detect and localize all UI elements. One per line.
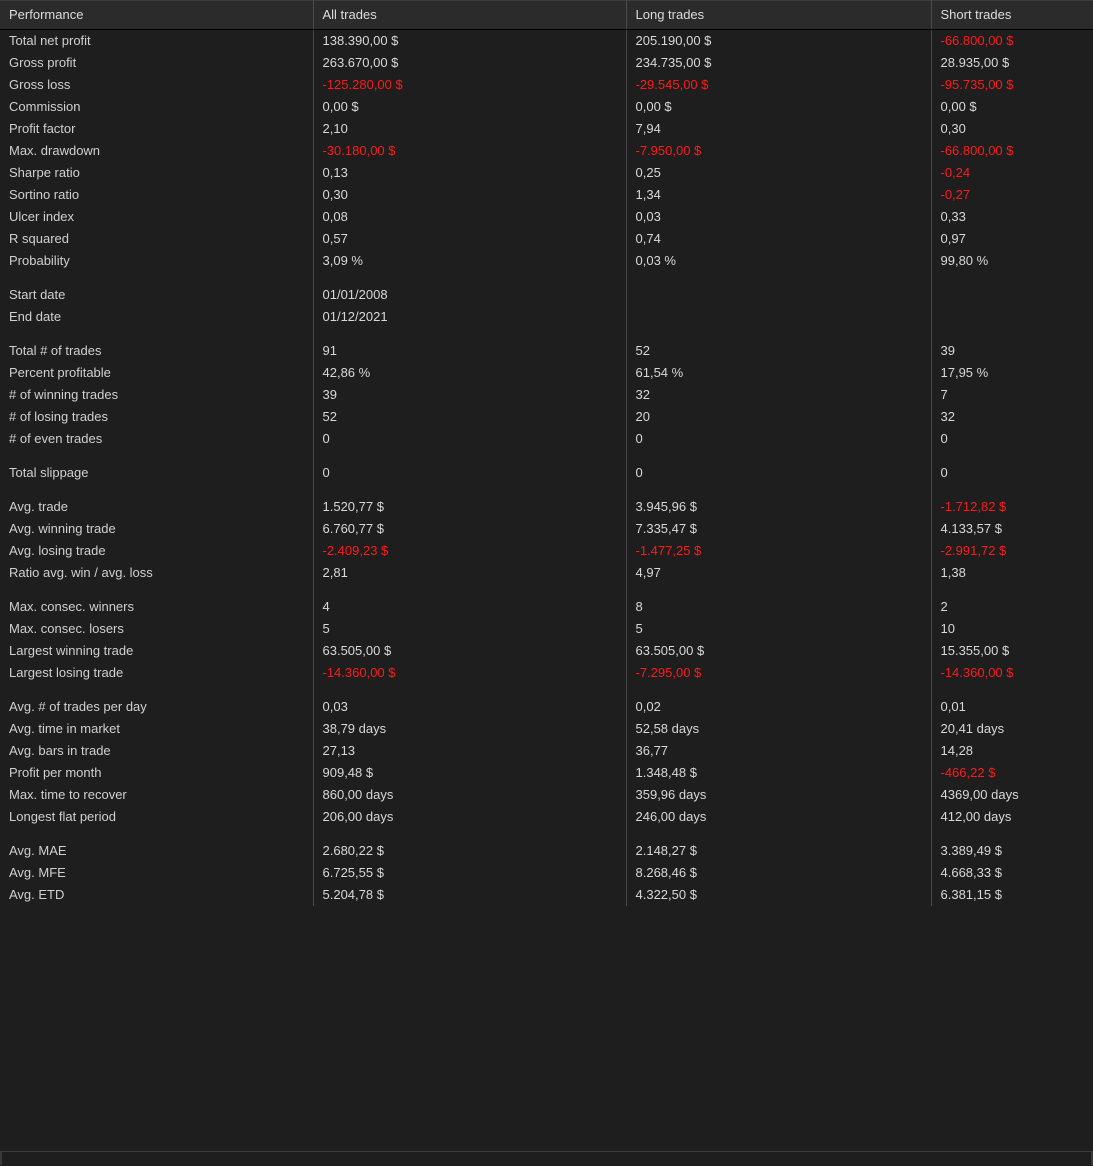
column-header-performance[interactable]: Performance (0, 1, 313, 30)
table-row[interactable] (0, 52, 1093, 74)
all-trades-value: 0,03 (313, 696, 626, 718)
metric-label: Percent profitable (0, 362, 313, 384)
all-trades-value: 0,08 (313, 206, 626, 228)
metric-label: # of losing trades (0, 406, 313, 428)
metric-label: Largest losing trade (0, 662, 313, 684)
all-trades-value: 2,10 (313, 118, 626, 140)
metric-label: Max. time to recover (0, 784, 313, 806)
table-row[interactable] (0, 640, 1093, 662)
table-row[interactable] (0, 696, 1093, 718)
long-trades-value: 3.945,96 $ (626, 496, 931, 518)
short-trades-value: -14.360,00 $ (940, 665, 1014, 680)
spacer-cell (626, 684, 931, 696)
spacer-cell (0, 684, 313, 696)
metric-label: Avg. losing trade (0, 540, 313, 562)
metric-label: Total net profit (0, 30, 313, 53)
table-row[interactable] (0, 184, 1093, 206)
long-trades-value: -7.295,00 $ (626, 662, 931, 684)
all-trades-value: -2.409,23 $ (313, 540, 626, 562)
all-trades-value: 4 (313, 596, 626, 618)
long-trades-value: 63.505,00 $ (626, 640, 931, 662)
table-row[interactable] (0, 618, 1093, 640)
short-trades-value: 20,41 days (940, 721, 1005, 736)
metric-label: Avg. winning trade (0, 518, 313, 540)
all-trades-value: -125.280,00 $ (313, 74, 626, 96)
all-trades-value: 42,86 % (313, 362, 626, 384)
short-trades-value: -66.800,00 $ (940, 33, 1014, 48)
metric-label: Gross profit (0, 52, 313, 74)
metric-label: Ratio avg. win / avg. loss (0, 562, 313, 584)
long-trades-value: 205.190,00 $ (626, 30, 931, 53)
short-trades-value: 6.381,15 $ (940, 887, 1002, 902)
metric-label: Max. consec. winners (0, 596, 313, 618)
spacer-cell (0, 328, 313, 340)
long-trades-value (626, 306, 931, 328)
short-trades-value: 39 (940, 343, 955, 358)
table-row[interactable] (0, 140, 1093, 162)
metric-label: Profit factor (0, 118, 313, 140)
short-trades-value: -0,27 (940, 187, 971, 202)
spacer-cell (931, 828, 1093, 840)
short-trades-value: 4369,00 days (940, 787, 1019, 802)
bottom-scrollbar[interactable] (0, 1151, 1093, 1166)
spacer-cell (931, 328, 1093, 340)
long-trades-value: 8 (626, 596, 931, 618)
long-trades-value: 1,34 (626, 184, 931, 206)
all-trades-value: 63.505,00 $ (313, 640, 626, 662)
short-trades-value: 0,00 $ (940, 99, 977, 114)
long-trades-value: 61,54 % (626, 362, 931, 384)
column-header-all-trades[interactable]: All trades (313, 1, 626, 30)
short-trades-value: -466,22 $ (940, 765, 996, 780)
spacer-cell (0, 484, 313, 496)
short-trades-value: 0,30 (940, 121, 966, 136)
table-row[interactable] (0, 162, 1093, 184)
table-row[interactable] (0, 562, 1093, 584)
header-row (0, 1, 1093, 30)
short-trades-value: -2.991,72 $ (940, 543, 1007, 558)
spacer-cell (626, 828, 931, 840)
long-trades-value: 52,58 days (626, 718, 931, 740)
short-trades-value: 7 (940, 387, 948, 402)
metric-label: Largest winning trade (0, 640, 313, 662)
spacer-cell (626, 272, 931, 284)
metric-label: Sharpe ratio (0, 162, 313, 184)
long-trades-value: -1.477,25 $ (626, 540, 931, 562)
spacer-cell (0, 828, 313, 840)
table-spacer-row (0, 272, 1093, 284)
metric-label: Probability (0, 250, 313, 272)
short-trades-value: 10 (940, 621, 955, 636)
short-trades-value: 32 (940, 409, 955, 424)
all-trades-value: 3,09 % (313, 250, 626, 272)
short-trades-value (931, 284, 1093, 306)
table-spacer-row (0, 584, 1093, 596)
table-row[interactable] (0, 740, 1093, 762)
metric-label: R squared (0, 228, 313, 250)
all-trades-value: 6.725,55 $ (313, 862, 626, 884)
metric-label: Max. drawdown (0, 140, 313, 162)
table-row[interactable] (0, 496, 1093, 518)
short-trades-value: 2 (940, 599, 948, 614)
metric-label: Avg. bars in trade (0, 740, 313, 762)
short-trades-value: 17,95 % (940, 365, 989, 380)
long-trades-value: 0,03 % (626, 250, 931, 272)
all-trades-value: -14.360,00 $ (313, 662, 626, 684)
spacer-cell (313, 684, 626, 696)
spacer-cell (313, 450, 626, 462)
column-header-short-trades[interactable]: Short trades (931, 1, 1093, 30)
table-row[interactable] (0, 806, 1093, 828)
long-trades-value: 36,77 (626, 740, 931, 762)
all-trades-value: 27,13 (313, 740, 626, 762)
long-trades-value: 7.335,47 $ (626, 518, 931, 540)
spacer-cell (931, 272, 1093, 284)
short-trades-value: 14,28 (940, 743, 974, 758)
spacer-cell (626, 484, 931, 496)
all-trades-value: 5.204,78 $ (313, 884, 626, 906)
metric-label: Avg. # of trades per day (0, 696, 313, 718)
short-trades-value: 15.355,00 $ (940, 643, 1010, 658)
metric-label: Commission (0, 96, 313, 118)
short-trades-value: -1.712,82 $ (940, 499, 1007, 514)
spacer-cell (313, 272, 626, 284)
table-row[interactable] (0, 884, 1093, 906)
spacer-cell (0, 584, 313, 596)
long-trades-value: 4.322,50 $ (626, 884, 931, 906)
all-trades-value: 206,00 days (313, 806, 626, 828)
table-row[interactable] (0, 762, 1093, 784)
table-spacer-row (0, 484, 1093, 496)
all-trades-value: 2.680,22 $ (313, 840, 626, 862)
long-trades-value: -29.545,00 $ (626, 74, 931, 96)
long-trades-value: 0,25 (626, 162, 931, 184)
table-row[interactable] (0, 362, 1093, 384)
all-trades-value: 0,13 (313, 162, 626, 184)
long-trades-value: 0,74 (626, 228, 931, 250)
long-trades-value: 246,00 days (626, 806, 931, 828)
table-row[interactable] (0, 284, 1093, 306)
table-row[interactable] (0, 596, 1093, 618)
spacer-cell (313, 484, 626, 496)
short-trades-value: 3.389,49 $ (940, 843, 1002, 858)
table-row[interactable] (0, 406, 1093, 428)
all-trades-value: 2,81 (313, 562, 626, 584)
long-trades-value: 5 (626, 618, 931, 640)
metric-label: Avg. MFE (0, 862, 313, 884)
long-trades-value: 0,02 (626, 696, 931, 718)
table-row[interactable] (0, 96, 1093, 118)
metric-label: Ulcer index (0, 206, 313, 228)
metric-label: # of even trades (0, 428, 313, 450)
short-trades-value: 0,97 (940, 231, 966, 246)
table-row[interactable] (0, 74, 1093, 96)
long-trades-value (626, 284, 931, 306)
long-trades-value: 234.735,00 $ (626, 52, 931, 74)
short-trades-value: -0,24 (940, 165, 971, 180)
metric-label: Total # of trades (0, 340, 313, 362)
spacer-cell (313, 328, 626, 340)
long-trades-value: 7,94 (626, 118, 931, 140)
long-trades-value: -7.950,00 $ (626, 140, 931, 162)
table-row[interactable] (0, 518, 1093, 540)
table-row[interactable] (0, 718, 1093, 740)
all-trades-value: 52 (313, 406, 626, 428)
all-trades-value: 0,00 $ (313, 96, 626, 118)
metric-label: Avg. trade (0, 496, 313, 518)
all-trades-value: 5 (313, 618, 626, 640)
spacer-cell (931, 584, 1093, 596)
all-trades-value: 0 (313, 428, 626, 450)
all-trades-value: -30.180,00 $ (313, 140, 626, 162)
long-trades-value: 0 (626, 428, 931, 450)
table-spacer-row (0, 450, 1093, 462)
all-trades-value: 38,79 days (313, 718, 626, 740)
table-spacer-row (0, 684, 1093, 696)
table-row[interactable] (0, 30, 1093, 53)
table-spacer-row (0, 828, 1093, 840)
table-row[interactable] (0, 462, 1093, 484)
long-trades-value: 359,96 days (626, 784, 931, 806)
all-trades-value: 263.670,00 $ (313, 52, 626, 74)
all-trades-value: 6.760,77 $ (313, 518, 626, 540)
all-trades-value: 0,30 (313, 184, 626, 206)
short-trades-value: 0,01 (940, 699, 966, 714)
table-row[interactable] (0, 540, 1093, 562)
all-trades-value: 39 (313, 384, 626, 406)
table-row[interactable] (0, 384, 1093, 406)
short-trades-value: -95.735,00 $ (940, 77, 1014, 92)
metric-label: Avg. MAE (0, 840, 313, 862)
short-trades-value: 4.133,57 $ (940, 521, 1002, 536)
long-trades-value: 32 (626, 384, 931, 406)
all-trades-value: 138.390,00 $ (313, 30, 626, 53)
table-header (0, 1, 1093, 30)
table-row[interactable] (0, 862, 1093, 884)
long-trades-value: 0 (626, 462, 931, 484)
short-trades-value: 28.935,00 $ (940, 55, 1010, 70)
metric-label: Avg. ETD (0, 884, 313, 906)
spacer-cell (626, 450, 931, 462)
spacer-cell (313, 584, 626, 596)
table-body (0, 30, 1093, 907)
metric-label: Avg. time in market (0, 718, 313, 740)
long-trades-value: 0,00 $ (626, 96, 931, 118)
metric-label: Gross loss (0, 74, 313, 96)
long-trades-value: 0,03 (626, 206, 931, 228)
table-row[interactable] (0, 840, 1093, 862)
short-trades-value: 1,38 (940, 565, 966, 580)
short-trades-value: -66.800,00 $ (940, 143, 1014, 158)
metric-label: Max. consec. losers (0, 618, 313, 640)
metric-label: Start date (0, 284, 313, 306)
table-spacer-row (0, 328, 1093, 340)
all-trades-value: 0 (313, 462, 626, 484)
spacer-cell (313, 828, 626, 840)
long-trades-value: 20 (626, 406, 931, 428)
all-trades-value: 1.520,77 $ (313, 496, 626, 518)
table-row[interactable] (0, 306, 1093, 328)
short-trades-value: 0 (940, 431, 948, 446)
table-row[interactable] (0, 340, 1093, 362)
long-trades-value: 1.348,48 $ (626, 762, 931, 784)
all-trades-value: 01/12/2021 (313, 306, 626, 328)
table-row[interactable] (0, 784, 1093, 806)
short-trades-value: 0,33 (940, 209, 966, 224)
metric-label: Profit per month (0, 762, 313, 784)
table-row[interactable] (0, 206, 1093, 228)
table-row[interactable] (0, 250, 1093, 272)
scrollbar-left-edge (0, 1152, 2, 1165)
table-row[interactable] (0, 118, 1093, 140)
short-trades-value: 0 (940, 465, 948, 480)
table-row[interactable] (0, 228, 1093, 250)
metric-label: # of winning trades (0, 384, 313, 406)
short-trades-value (931, 306, 1093, 328)
all-trades-value: 860,00 days (313, 784, 626, 806)
spacer-cell (626, 584, 931, 596)
spacer-cell (0, 450, 313, 462)
spacer-cell (0, 272, 313, 284)
short-trades-value: 412,00 days (940, 809, 1012, 824)
long-trades-value: 52 (626, 340, 931, 362)
spacer-cell (931, 484, 1093, 496)
long-trades-value: 8.268,46 $ (626, 862, 931, 884)
all-trades-value: 0,57 (313, 228, 626, 250)
metric-label: Sortino ratio (0, 184, 313, 206)
metric-label: End date (0, 306, 313, 328)
short-trades-value: 4.668,33 $ (940, 865, 1002, 880)
spacer-cell (931, 684, 1093, 696)
spacer-cell (626, 328, 931, 340)
table-row[interactable] (0, 428, 1093, 450)
long-trades-value: 2.148,27 $ (626, 840, 931, 862)
metric-label: Total slippage (0, 462, 313, 484)
all-trades-value: 01/01/2008 (313, 284, 626, 306)
long-trades-value: 4,97 (626, 562, 931, 584)
table-row[interactable] (0, 662, 1093, 684)
all-trades-value: 909,48 $ (313, 762, 626, 784)
spacer-cell (931, 450, 1093, 462)
column-header-long-trades[interactable]: Long trades (626, 1, 931, 30)
short-trades-value: 99,80 % (940, 253, 989, 268)
all-trades-value: 91 (313, 340, 626, 362)
metric-label: Longest flat period (0, 806, 313, 828)
